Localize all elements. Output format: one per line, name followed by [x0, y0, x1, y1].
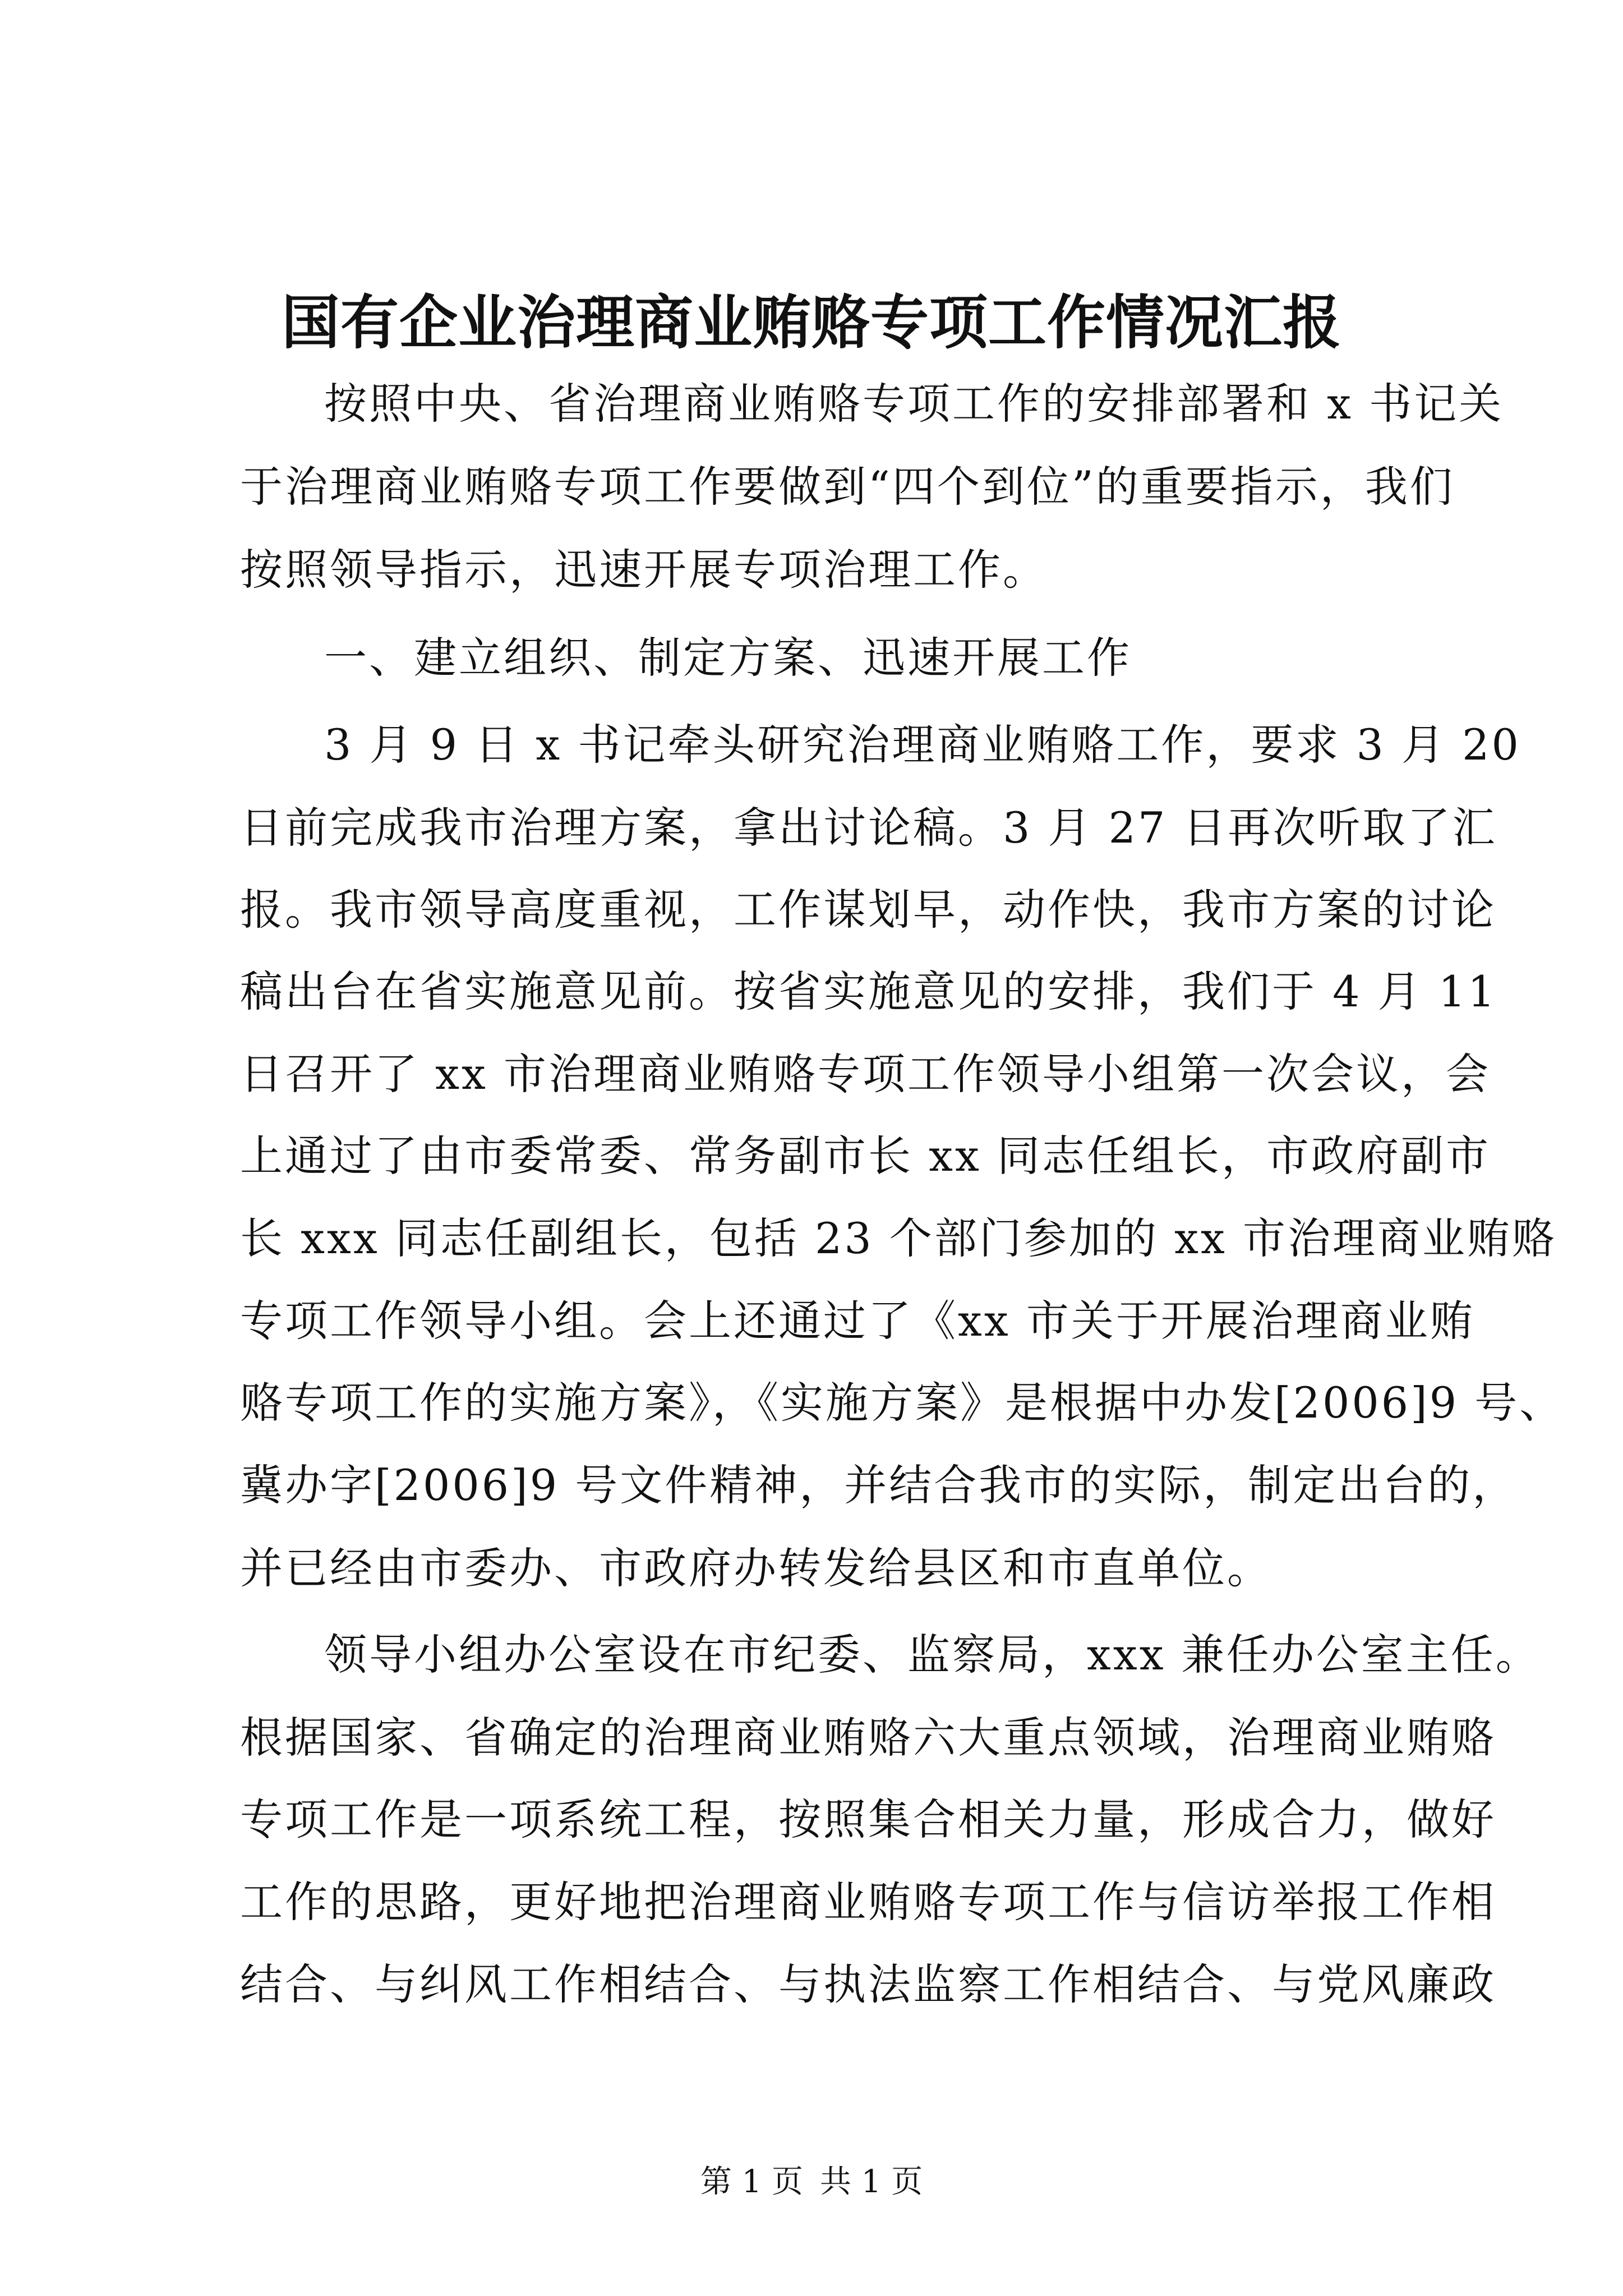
body-line: 上通过了由市委常委、常务副市长 xx 同志任组长，市政府副市: [240, 1131, 1491, 1181]
body-line: 3 月 9 日 x 书记牵头研究治理商业贿赂工作，要求 3 月 20: [324, 720, 1521, 770]
body-line: 专项工作领导小组。会上还通过了《xx 市关于开展治理商业贿: [240, 1296, 1475, 1346]
body-line: 根据国家、省确定的治理商业贿赂六大重点领域，治理商业贿赂: [240, 1713, 1496, 1763]
body-line: 报。我市领导高度重视，工作谋划早，动作快，我市方案的讨论: [240, 885, 1496, 935]
section-heading: 一、建立组织、制定方案、迅速开展工作: [324, 633, 1132, 683]
page-footer: [0, 2160, 1623, 2205]
body-line: 领导小组办公室设在市纪委、监察局，xxx 兼任办公室主任。: [324, 1630, 1541, 1680]
page-number: 第 1 页: [700, 2164, 803, 2200]
page-total: 共 1 页: [820, 2164, 923, 2200]
body-line: 并已经由市委办、市政府办转发给县区和市直单位。: [240, 1543, 1272, 1593]
body-line: 于治理商业贿赂专项工作要做到“四个到位”的重要指示，我们: [240, 462, 1455, 512]
body-line: 专项工作是一项系统工程，按照集合相关力量，形成合力，做好: [240, 1795, 1496, 1844]
body-line: 日前完成我市治理方案，拿出讨论稿。3 月 27 日再次听取了汇: [240, 803, 1497, 853]
document-title: 国有企业治理商业贿赂专项工作情况汇报: [281, 288, 1341, 357]
body-line: 赂专项工作的实施方案》，《实施方案》是根据中办发[2006]9 号、: [240, 1378, 1565, 1428]
body-line: 冀办字[2006]9 号文件精神，并结合我市的实际，制定出台的，: [240, 1460, 1518, 1510]
body-line: 工作的思路，更好地把治理商业贿赂专项工作与信访举报工作相: [240, 1877, 1496, 1927]
body-line: 按照中央、省治理商业贿赂专项工作的安排部署和 x 书记关: [324, 379, 1504, 429]
body-line: 结合、与纠风工作相结合、与执法监察工作相结合、与党风廉政: [240, 1959, 1496, 2009]
body-line: 日召开了 xx 市治理商业贿赂专项工作领导小组第一次会议，会: [240, 1049, 1491, 1099]
body-line: 按照领导指示，迅速开展专项治理工作。: [240, 545, 1048, 595]
body-line: 稿出台在省实施意见前。按省实施意见的安排，我们于 4 月 11: [240, 967, 1497, 1016]
body-line: 长 xxx 同志任副组长，包括 23 个部门参加的 xx 市治理商业贿赂: [240, 1213, 1557, 1263]
